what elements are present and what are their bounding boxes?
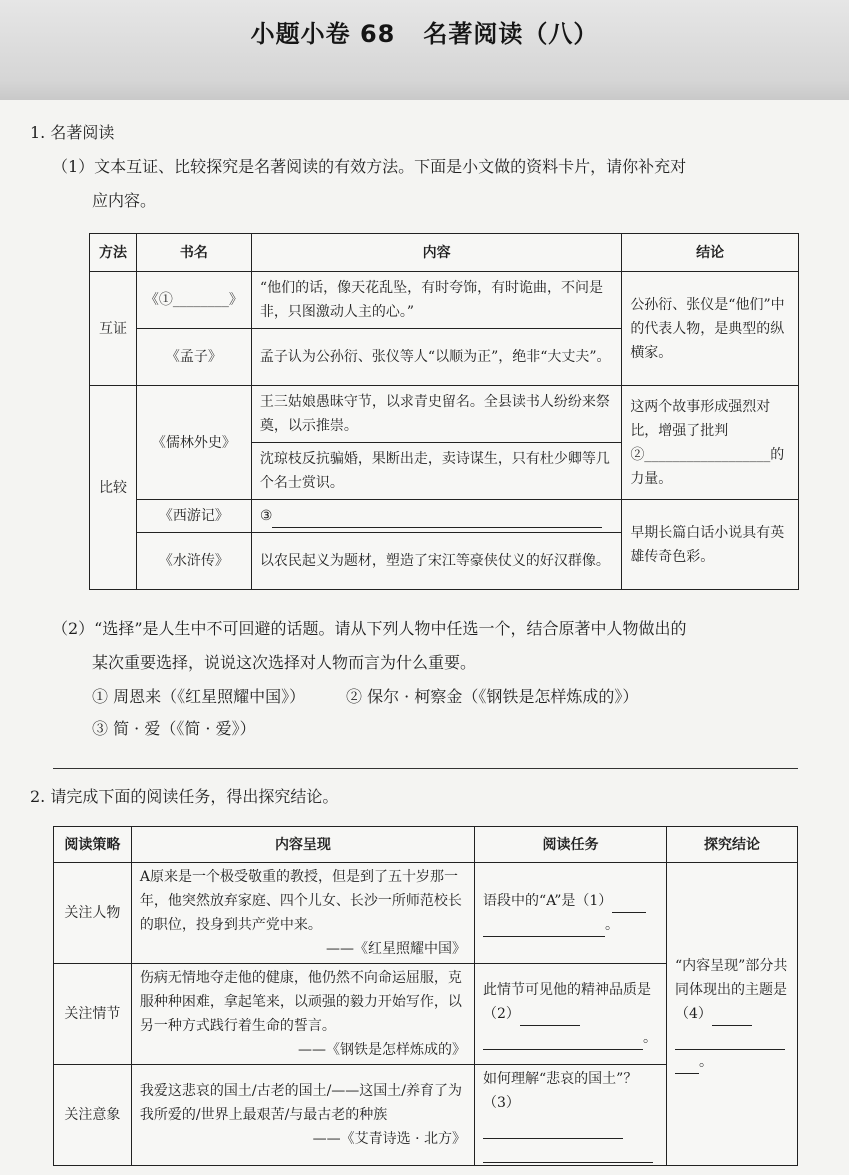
q1-heading: 1. 名著阅读 — [30, 123, 115, 142]
content-source: ——《钢铁是怎样炼成的》 — [298, 1042, 467, 1058]
task-text: 此情节可见他的精神品质是（2） — [483, 982, 652, 1022]
cell-conclusion: 这两个故事形成强烈对比，增强了批判②__________________的力量。 — [622, 386, 799, 500]
cell-conclusion: 公孙衍、张仪是“他们”中的代表人物，是典型的纵横家。 — [622, 272, 799, 386]
page-header — [0, 0, 849, 100]
cell-method-hz: 互证 — [90, 272, 137, 386]
task-end: 。 — [643, 1030, 658, 1046]
strategy-cell: 关注情节 — [54, 964, 132, 1065]
task-number: （3） — [483, 1095, 520, 1111]
th-content: 内容 — [251, 234, 621, 272]
option-2: ② 保尔 · 柯察金（《钢铁是怎样炼成的》） — [346, 687, 639, 706]
th-method: 方法 — [90, 234, 137, 272]
th-content: 内容呈现 — [131, 827, 474, 863]
th-conclusion: 结论 — [622, 234, 799, 272]
content-text: 伤病无情地夺走他的健康，他仍然不向命运屈服，克服种种困难，拿起笔来，以顽强的毅力开始写作，以另一种方式践行着生命的誓言。 — [139, 970, 462, 1034]
content-cell — [131, 964, 474, 1065]
q1-sub1-line1: （1）文本互证、比较探究是名著阅读的有效方法。下面是小文做的资料卡片，请你补充对 — [52, 157, 687, 176]
strategy-cell: 关注人物 — [54, 863, 132, 964]
task-text: 如何理解“悲哀的国土”？ — [483, 1071, 638, 1087]
cell-book-blank1: 《①________》 — [136, 272, 251, 329]
conclusion-text: “内容呈现”部分共同体现出的主题是（4） — [675, 958, 788, 1022]
cell-conclusion: 早期长篇白话小说具有英雄传奇色彩。 — [622, 500, 799, 590]
task-cell — [475, 863, 667, 964]
cell-content: 沈琼枝反抗骗婚，果断出走，卖诗谋生，只有杜少卿等几个名士赏识。 — [251, 443, 621, 500]
q1-sub2-line2: 某次重要选择，说说这次选择对人物而言为什么重要。 — [92, 653, 477, 672]
th-task: 阅读任务 — [475, 827, 667, 863]
q1-sub2-line1: （2）“选择”是人生中不可回避的话题。请从下列人物中任选一个，结合原著中人物做出的 — [52, 619, 687, 638]
q1-table — [89, 233, 799, 590]
task-cell — [475, 964, 667, 1065]
cell-content: 孟子认为公孙衍、张仪等人“以顺为正”，绝非“大丈夫”。 — [251, 329, 621, 386]
task-text: 语段中的“A”是（1） — [483, 893, 613, 909]
task-cell — [475, 1065, 667, 1166]
content-cell — [131, 863, 474, 964]
content-text: 我爱这悲哀的国土/古老的国土/——这国土/养育了为我所爱的/世界上最艰苦/与最古老的种族 — [139, 1083, 463, 1123]
q2-heading: 2. 请完成下面的阅读任务，得出探究结论。 — [30, 787, 339, 806]
cell-method-bj: 比较 — [90, 386, 137, 590]
cell-content-blank3: ③ — [251, 500, 621, 533]
answer-line — [53, 768, 798, 769]
th-conclusion: 探究结论 — [667, 827, 798, 863]
q1-sub1-line2: 应内容。 — [92, 191, 157, 210]
cell-book: 《西游记》 — [136, 500, 251, 533]
title-topic: 名著阅读（八） — [423, 20, 599, 48]
cell-book: 《儒林外史》 — [136, 386, 251, 500]
option-3: ③ 简 · 爱（《简 · 爱》） — [92, 719, 256, 738]
conclusion-end: 。 — [699, 1054, 713, 1070]
cell-content: “他们的话，像天花乱坠，有时夸饰，有时诡曲，不问是非，只图激动人主的心。” — [251, 272, 621, 329]
cell-content: 以农民起义为题材，塑造了宋江等豪侠仗义的好汉群像。 — [251, 533, 621, 590]
content-cell — [131, 1065, 474, 1166]
content-text: A原来是一个极受敬重的教授，但是到了五十岁那一年，他突然放弃家庭、四个儿女、长沙一所师范校长的职位，投身到共产党中来。 — [139, 869, 462, 933]
th-book: 书名 — [136, 234, 251, 272]
strategy-cell: 关注意象 — [54, 1065, 132, 1166]
cell-book: 《孟子》 — [136, 329, 251, 386]
content-source: ——《艾青诗选 · 北方》 — [312, 1131, 467, 1147]
q2-table — [53, 826, 798, 1166]
th-strategy: 阅读策略 — [54, 827, 132, 863]
page-title — [0, 14, 849, 49]
title-number: 小题小卷 68 — [250, 20, 396, 48]
content-source: ——《红星照耀中国》 — [326, 941, 467, 957]
cell-content: 王三姑娘愚昧守节，以求青史留名。全县读书人纷纷来祭奠，以示推崇。 — [251, 386, 621, 443]
task-end: 。 — [605, 917, 620, 933]
cell-book: 《水浒传》 — [136, 533, 251, 590]
conclusion-cell — [667, 863, 798, 1166]
option-1: ① 周恩来（《红星照耀中国》） — [92, 687, 306, 706]
